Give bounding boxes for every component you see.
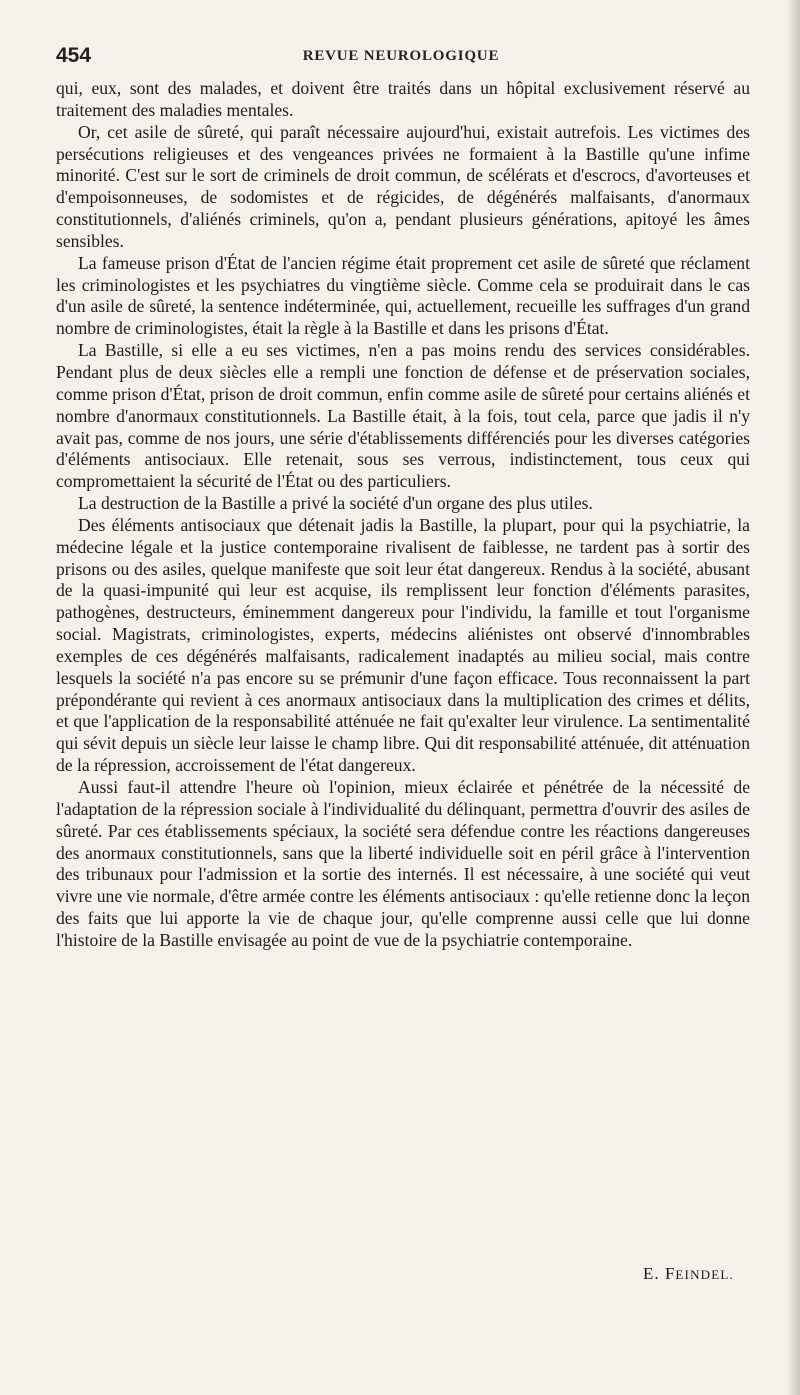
author-surname-rest: EINDEL.	[675, 1267, 734, 1282]
paragraph-7: Aussi faut-il attendre l'heure où l'opinion, mieux éclairée et pénétrée de la nécessité de l'adaptation de la répression sociale à l'individualité du délinquant, permettra d'ouvrir des asiles de sûreté. Par ces établissements spéciaux, la société sera défendue contre les réactions dangereuses des anormaux constitutionnels, sans que la liberté individuelle soit en péril grâce à l'intervention des tribunaux pour l'admission et la sortie des internés. Il est nécessaire, à une société qui veut vivre une vie normale, d'être armée contre les éléments antisociaux : qu'elle retienne donc la leçon des faits que lui apporte la vie de chaque jour, qu'elle comprenne aussi celle que lui donne l'histoire de la Bastille envisagée au point de vue de la psychiatrie contemporaine.	[56, 777, 750, 950]
page-number: 454	[56, 44, 92, 67]
paragraph-1: qui, eux, sont des malades, et doivent être traités dans un hôpital exclusivement réservé au traitement des maladies mentales.	[56, 78, 750, 120]
author-surname-first: F	[664, 1264, 676, 1283]
author-signature	[643, 1264, 734, 1284]
paragraph-2: Or, cet asile de sûreté, qui paraît nécessaire aujourd'hui, existait autrefois. Les victimes des persécutions religieuses et des vengeances privées ne formaient à la Bastille qu'une infime minorité. C'est sur le sort de criminels de droit commun, de scélérats et d'escrocs, d'avorteuses et d'empoisonneuses, de sodomistes et de régicides, de dégénérés malfaisants, d'anormaux constitutionnels, d'aliénés criminels, qu'on a, pendant plusieurs générations, apitoyé les âmes sensibles.	[56, 121, 750, 251]
page-header	[56, 44, 746, 72]
article-body	[56, 78, 750, 952]
running-head: REVUE NEUROLOGIQUE	[302, 48, 500, 64]
author-initial: E.	[643, 1264, 660, 1283]
paragraph-6: Des éléments antisociaux que détenait jadis la Bastille, la plupart, pour qui la psychiatrie, la médecine légale et la justice contemporaine rivalisent de faiblesse, ne tardent pas à sortir des prisons ou des asiles, quelque manifeste que soit leur état dangereux. Rendus à la société, abusant de la quasi-impunité qui leur est acquise, ils remplissent leur fonction d'éléments parasites, pathogènes, destructeurs, éminemment dangereux pour l'individu, la famille et tout l'organisme social. Magistrats, criminologistes, experts, médecins aliénistes ont observé d'innombrables exemples de ces dégénérés malfaisants, radicalement inadaptés au milieu social, mais contre lesquels la société n'a pas encore su se prémunir d'une façon efficace. Tous reconnaissent la part prépondérante qui revient à ces anormaux antisociaux dans la multiplication des crimes et délits, et que l'application de la responsabilité atténuée ne fait qu'exalter leur virulence. La sentimentalité qui sévit depuis un siècle leur laisse le champ libre. Qui dit responsabilité atténuée, dit atténuation de la répression, accroissement de l'état dangereux.	[56, 514, 750, 776]
paragraph-5: La destruction de la Bastille a privé la société d'un organe des plus utiles.	[78, 493, 593, 514]
paragraph-3: La fameuse prison d'État de l'ancien régime était proprement cet asile de sûreté que réclament les criminologistes et les psychiatres du vingtième siècle. Comme cela se produirait dans le cas d'un asile de sûreté, la sentence indéterminée, qui, actuellement, recueille les suffrages d'un grand nombre de criminologistes, était la règle à la Bastille et dans les prisons d'État.	[56, 252, 750, 339]
page-edge-shadow	[786, 0, 800, 1395]
paragraph-4: La Bastille, si elle a eu ses victimes, n'en a pas moins rendu des services considérables. Pendant plus de deux siècles elle a rempli une fonction de défense et de préservation sociales, comme prison d'État, prison de droit commun, enfin comme asile de sûreté pour certains aliénés et nombre d'anormaux constitutionnels. La Bastille était, à la fois, tout cela, parce que jadis il n'y avait pas, comme de nos jours, une série d'établissements différenciés pour les diverses catégories d'éléments antisociaux. Elle retenait, sous ses verrous, indistinctement, tous ceux qui compromettaient la sécurité de l'État ou des particuliers.	[56, 340, 750, 492]
